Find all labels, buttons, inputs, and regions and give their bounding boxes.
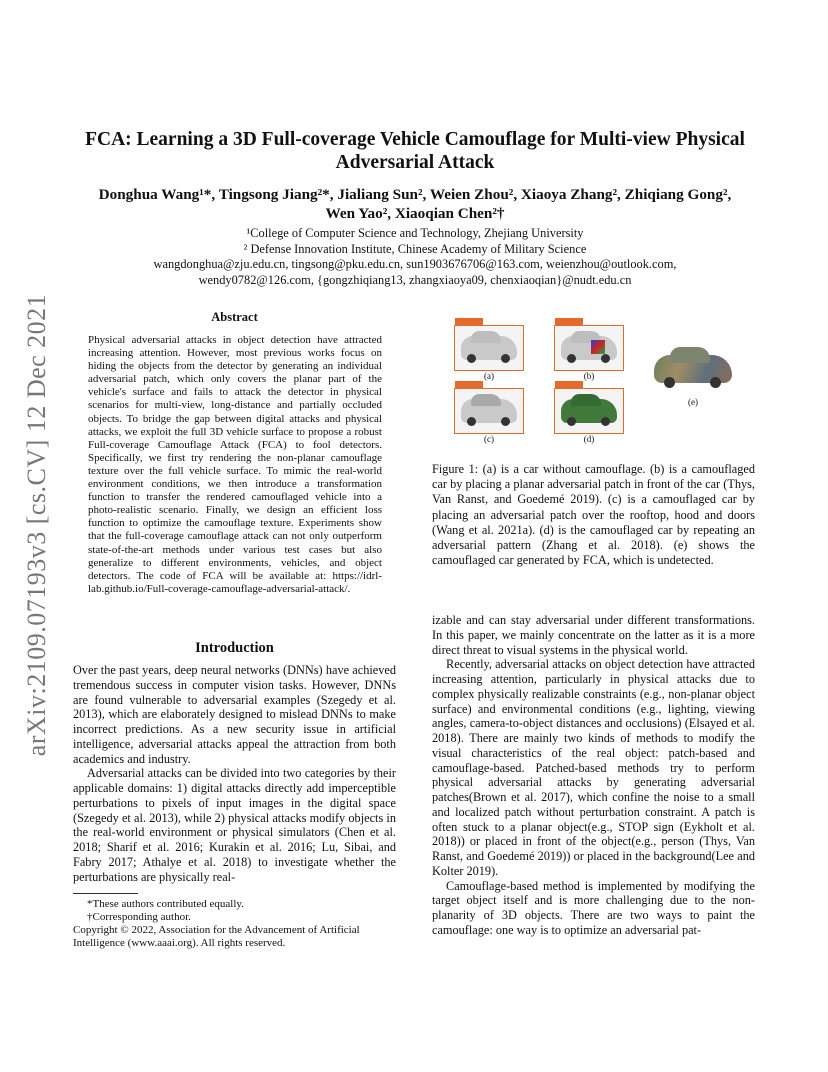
detection-label — [555, 381, 583, 388]
adversarial-patch — [591, 340, 605, 354]
subfigure-label-e: (e) — [688, 397, 698, 407]
car-wheel — [567, 354, 576, 363]
detection-label — [455, 381, 483, 388]
car-wheel — [501, 417, 510, 426]
car-wheel — [501, 354, 510, 363]
car-wheel — [567, 417, 576, 426]
footnote-rule — [73, 893, 138, 894]
car-wheel — [601, 354, 610, 363]
subfigure-label-c: (c) — [484, 434, 494, 444]
affiliation-2: ² Defense Innovation Institute, Chinese Academy of Military Science — [243, 241, 587, 256]
car-wheel — [467, 417, 476, 426]
author-list — [70, 185, 760, 223]
footnote-corresponding-author: †Corresponding author. — [87, 911, 191, 923]
car-wheel — [601, 417, 610, 426]
intro-paragraph-1: Over the past years, deep neural networks (DNNs) have achieved tremendous success in computer vision tasks. However, DNNs are found vulnerable to adversarial examples (Szegedy et al. 2013), which are elaborately designed to mislead DNNs to make incorrect predictions. As a new security issue in artificial intelligence, adversarial attacks appeal the attraction from both academics and industry. — [73, 663, 396, 766]
footnote-equal-contribution: *These authors contributed equally. — [87, 898, 244, 910]
car-roof — [471, 331, 501, 343]
abstract-heading: Abstract — [211, 310, 258, 324]
detection-label — [555, 318, 583, 325]
emails-line-1: wangdonghua@zju.edu.cn, tingsong@pku.edu.cn, sun1903676706@163.com, weienzhou@outlook.com, — [153, 257, 677, 272]
car-wheel — [664, 377, 675, 388]
right-paragraph-1: izable and can stay adversarial under different transformations. In this paper, we mainly concentrate on the latter as it is a more direct threat to visual systems in the physical world. — [432, 613, 755, 657]
right-paragraph-3: Camouflage-based method is implemented by modifying the target object itself and is more challenging due to the non-planarity of 3D objects. There are two ways to paint the camouflage: one way is to optimize an adversarial pat- — [432, 878, 755, 937]
author-line-1: Donghua Wang¹*, Tingsong Jiang²*, Jialiang Sun², Weien Zhou², Xiaoya Zhang², Zhiqiang Gong², — [98, 186, 732, 203]
author-line-2: Wen Yao², Xiaoqian Chen²† — [325, 205, 505, 222]
car-roof — [670, 347, 710, 363]
figure-1-caption: Figure 1: (a) is a car without camouflage. (b) is a camouflaged car by placing a planar adversarial patch in front of the car (Thys, Van Ranst, and Goedemé 2019). (c) is a camouflaged car by placing an adversarial patch over the rooftop, hood and doors (Wang et al. 2021a). (d) is the camouflaged car by repeating an adversarial pattern (Zhang et al. 2018). (e) shows the camouflaged car generated by FCA, which is undetected. — [432, 462, 755, 568]
affiliations — [90, 226, 740, 288]
affiliation-1: ¹College of Computer Science and Technology, Zhejiang University — [246, 226, 584, 240]
car-image-b — [554, 325, 624, 371]
car-image-c — [454, 388, 524, 434]
car-roof — [471, 394, 501, 406]
arxiv-stamp — [22, 290, 52, 760]
subfigure-label-a: (a) — [484, 371, 494, 381]
car-roof — [571, 394, 601, 406]
car-image-a — [454, 325, 524, 371]
emails-line-2: wendy0782@126.com, {gongzhiqiang13, zhangxiaoya09, chenxiaoqian}@nudt.edu.cn — [198, 272, 632, 287]
arxiv-stamp-text: arXiv:2109.07193v3 [cs.CV] 12 Dec 2021 — [22, 293, 51, 757]
car-wheel — [467, 354, 476, 363]
subfigure-label-d: (d) — [583, 434, 595, 444]
introduction-heading: Introduction — [195, 640, 274, 656]
right-paragraph-2: Recently, adversarial attacks on object detection have attracted increasing attention, particularly in physical attacks due to complex physically realizable constraints (e.g., non-planar object surface) and environmental conditions (e.g., lighting, viewing angles, camera-to-object distances and occlusions) (Elsayed et al. 2018). There are mainly two kinds of methods to modify the visual characteristics of the real object: patch-based and camouflage-based. Patched-based methods try to perform physical adversarial attacks by generating adversarial patches(Brown et al. 2017), which confine the noise to a small and localized patch without perturbation constraint. A patch is often stuck to a planar object(e.g., STOP sign (Eykholt et al. 2018)) or placed in front of the object(e.g., person (Thys, Van Ranst, and Goedemé 2019)) or placed in the background(Lee and Kolter 2019). — [432, 657, 755, 878]
car-image-e — [650, 343, 736, 393]
figure-1 — [450, 315, 740, 445]
subfigure-label-b: (b) — [583, 371, 595, 381]
abstract-text: Physical adversarial attacks in object detection have attracted increasing attention. However, most previous works focus on hiding the objects from the detector by generating an individual adversarial patch, which only covers the planar part of the vehicle's surface and fails to attack the detector in physical scenarios for multi-view, long-distance and partially occluded objects. To bridge the gap between digital attacks and physical attacks, we exploit the full 3D vehicle surface to propose a robust Full-coverage Camouflage Attack (FCA) to fool detectors. Specifically, we first try rendering the non-planar camouflage texture over the full vehicle surface. To mimic the real-world environment conditions, we then introduce a transformation function to transfer the rendered camouflaged vehicle into a photo-realistic scenario. Finally, we design an efficient loss function to optimize the camouflage texture. Experiments show that the full-coverage camouflage attack can not only outperform state-of-the-art methods under various test cases but also generalize to different environments, vehicles, and object detectors. The code of FCA will be available at: https://idrl-lab.github.io/Full-coverage-camouflage-adversarial-attack/. — [88, 334, 382, 595]
introduction-body — [73, 663, 396, 884]
paper-title: FCA: Learning a 3D Full-coverage Vehicle Camouflage for Multi-view Physical Adversarial Attack — [85, 129, 745, 173]
car-wheel — [710, 377, 721, 388]
right-column-body — [432, 613, 755, 938]
intro-paragraph-2: Adversarial attacks can be divided into two categories by their applicable domains: 1) digital attacks directly add imperceptible perturbations to pixels of input images in the digital space (Szegedy et al. 2013), while 2) physical attacks modify objects in the real-world environment or physical simulators (Chen et al. 2018; Sharif et al. 2016; Kurakin et al. 2016; Lu, Sibai, and Fabry 2017; Athalye et al. 2018) to investigate whether the perturbations are physically real- — [73, 766, 396, 884]
detection-label — [455, 318, 483, 325]
copyright-notice: Copyright © 2022, Association for the Advancement of Artificial Intelligence (www.aaai.org). All rights reserved. — [73, 924, 360, 949]
footnotes — [73, 898, 396, 950]
car-image-d — [554, 388, 624, 434]
